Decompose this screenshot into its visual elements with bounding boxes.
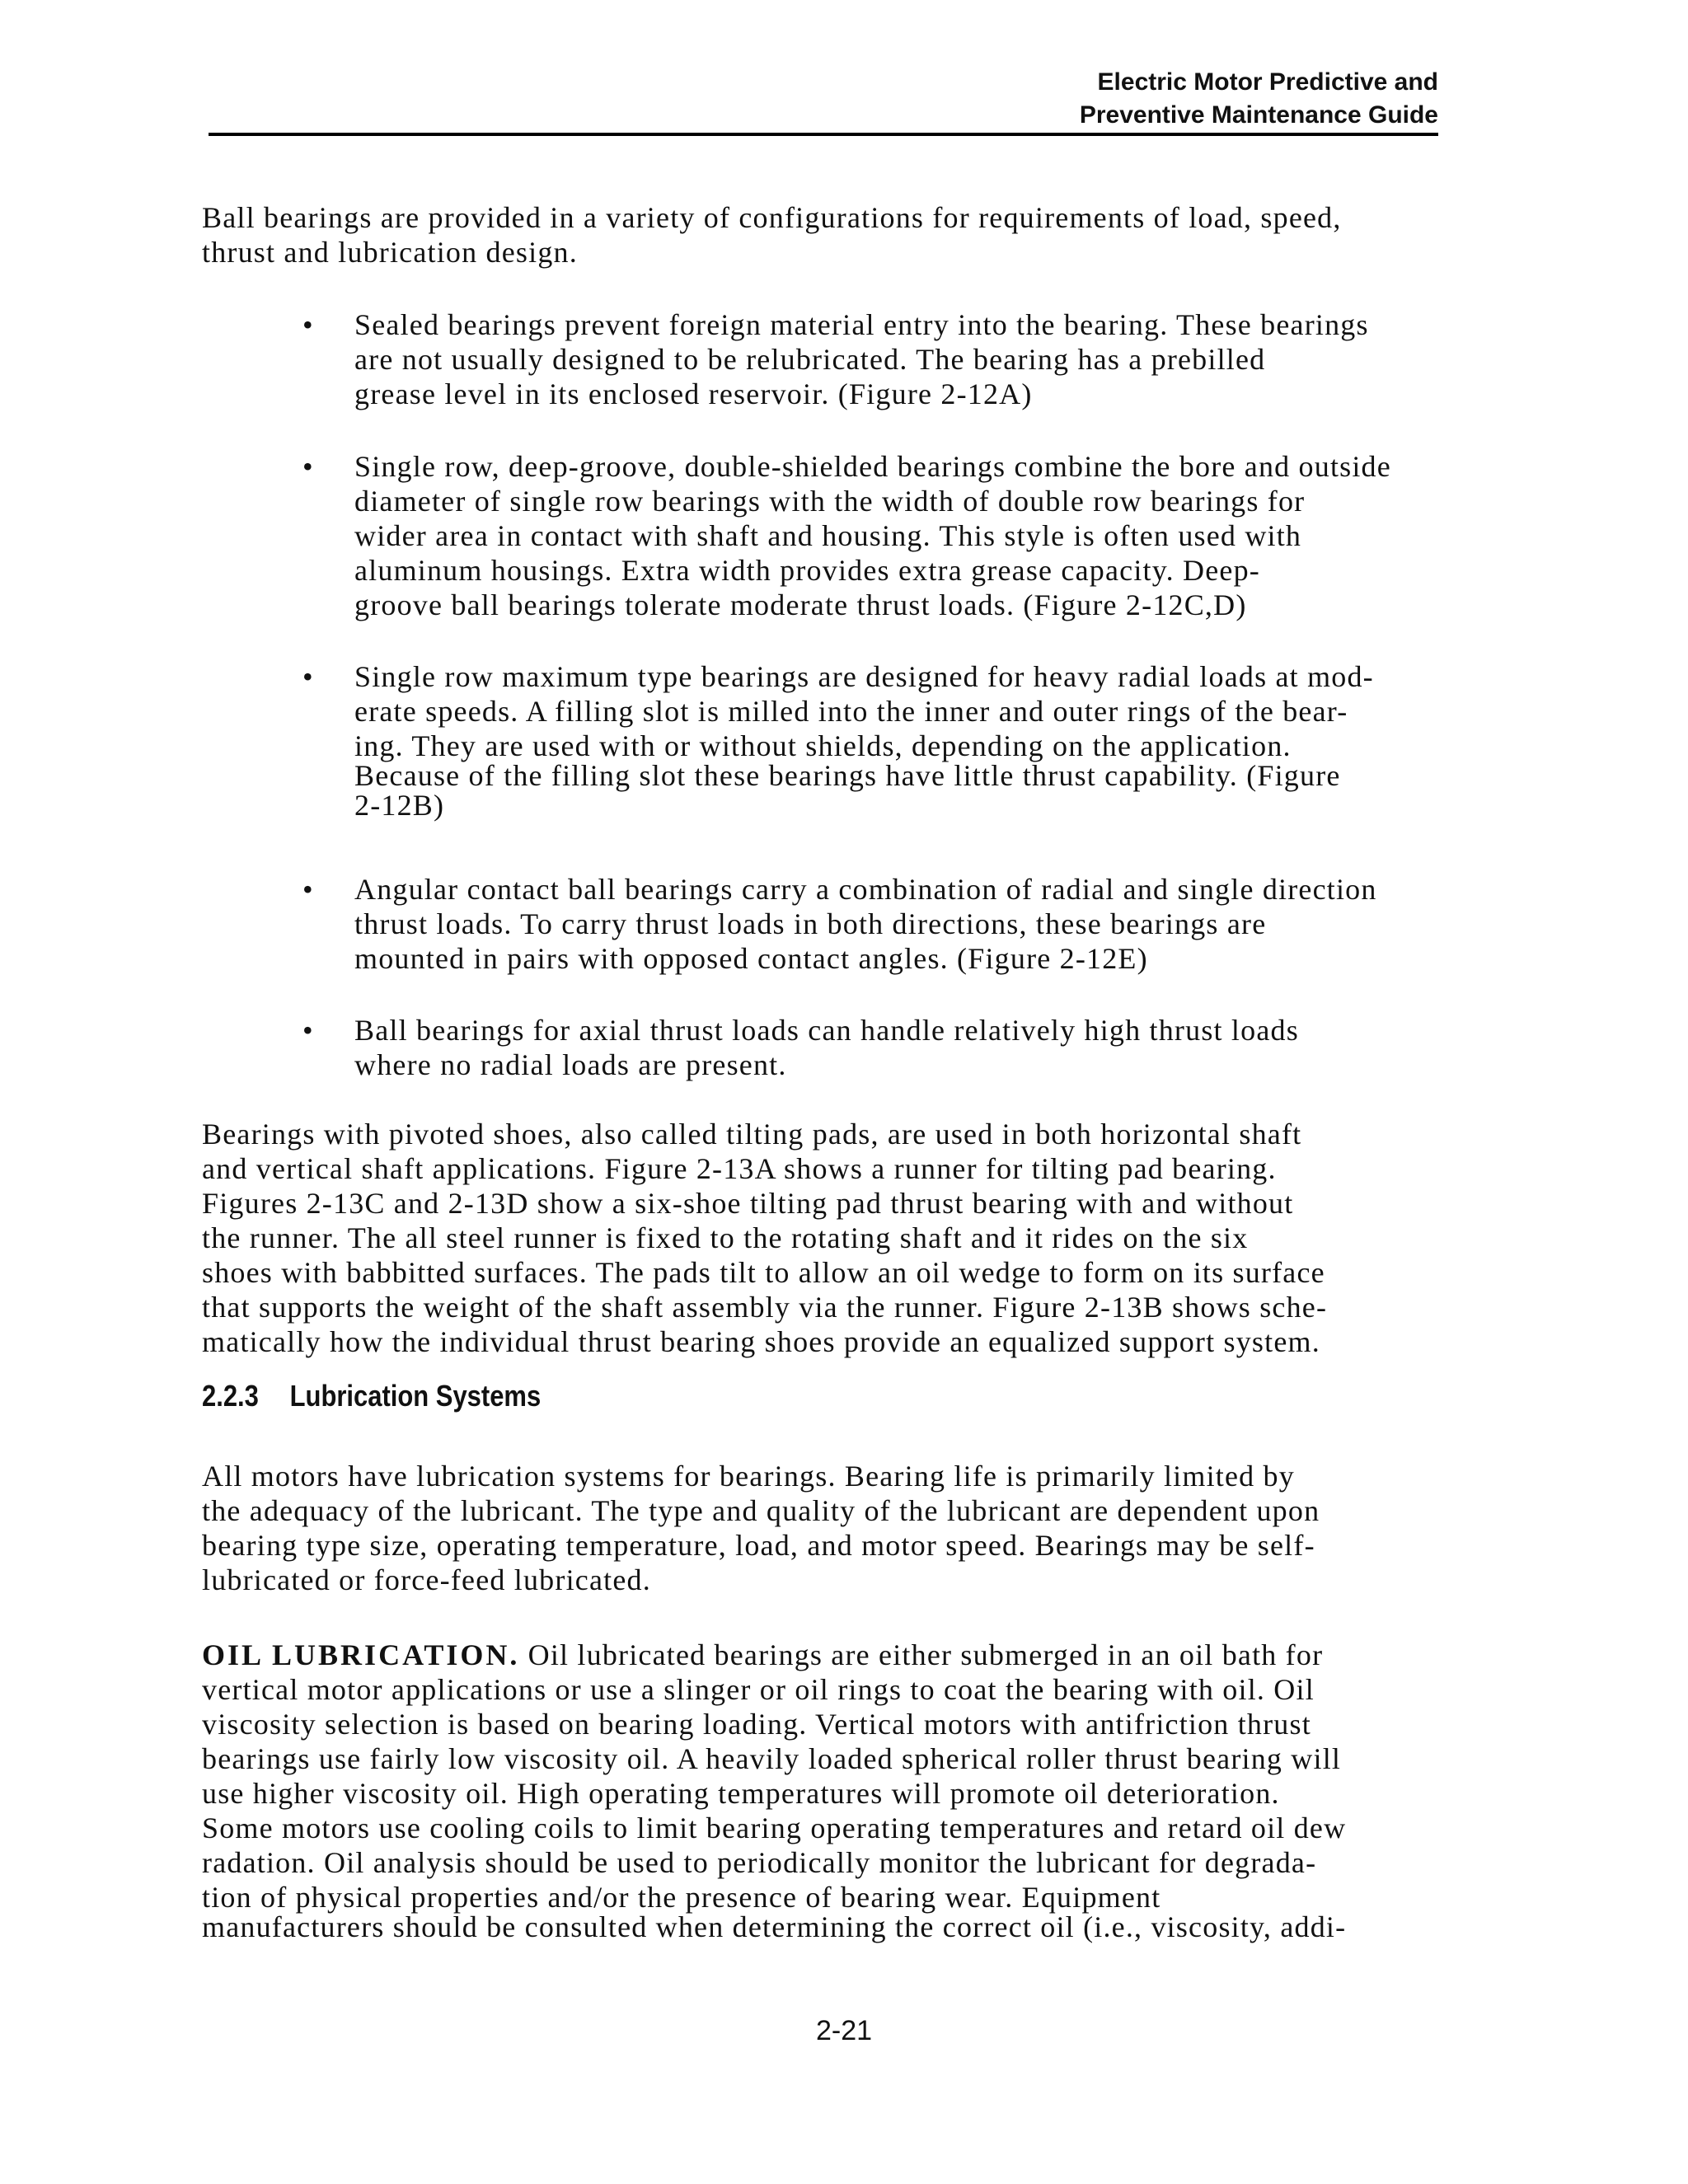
bullet-line: ing. They are used with or without shields, depending on the application. [354, 729, 1292, 762]
bullet-icon: • [302, 660, 313, 693]
bullet-line: grease level in its enclosed reservoir. (Figure 2-12A) [354, 377, 1033, 410]
intro-line: Ball bearings are provided in a variety of configurations for requirements of load, speed, [202, 201, 1342, 234]
paragraph-line: matically how the individual thrust bearing shoes provide an equalized support system. [202, 1325, 1320, 1358]
paragraph-line: bearing type size, operating temperature, load, and motor speed. Bearings may be self- [202, 1529, 1315, 1562]
paragraph-line [202, 1638, 1323, 1672]
oil-lubrication-first-line: Oil lubricated bearings are either submerged in an oil bath for [519, 1638, 1324, 1671]
paragraph-line: radation. Oil analysis should be used to periodically monitor the lubricant for degrada- [202, 1846, 1317, 1879]
bullet-line: mounted in pairs with opposed contact angles. (Figure 2-12E) [354, 942, 1148, 975]
bullet-line: are not usually designed to be relubricated. The bearing has a prebilled [354, 343, 1266, 376]
bullet-line: diameter of single row bearings with the width of double row bearings for [354, 485, 1306, 518]
paragraph-line: Bearings with pivoted shoes, also called tilting pads, are used in both horizontal shaft [202, 1118, 1302, 1151]
bullet-line: 2-12B) [354, 789, 445, 822]
paragraph-line: lubricated or force-feed lubricated. [202, 1563, 651, 1596]
bullet-line: Single row maximum type bearings are designed for heavy radial loads at mod- [354, 660, 1374, 693]
bullet-line: Single row, deep-groove, double-shielded bearings combine the bore and outside [354, 450, 1391, 483]
header-title-line-2: Preventive Maintenance Guide [1079, 101, 1438, 129]
paragraph-line: shoes with babbitted surfaces. The pads tilt to allow an oil wedge to form on its surface [202, 1256, 1325, 1289]
bullet-line: wider area in contact with shaft and housing. This style is often used with [354, 519, 1302, 552]
paragraph-line: the adequacy of the lubricant. The type and quality of the lubricant are dependent upon [202, 1494, 1320, 1527]
paragraph-line: that supports the weight of the shaft assembly via the runner. Figure 2-13B shows sche- [202, 1291, 1328, 1324]
paragraph-line: use higher viscosity oil. High operating temperatures will promote oil deterioration. [202, 1777, 1280, 1810]
bullet-line: where no radial loads are present. [354, 1048, 787, 1081]
bullet-line: Sealed bearings prevent foreign material entry into the bearing. These bearings [354, 308, 1369, 341]
bullet-icon: • [302, 1014, 313, 1047]
section-title: Lubrication Systems [289, 1379, 542, 1413]
section-number: 2.2.3 [202, 1379, 259, 1413]
bullet-line: aluminum housings. Extra width provides extra grease capacity. Deep- [354, 554, 1260, 587]
bullet-line: groove ball bearings tolerate moderate thrust loads. (Figure 2-12C,D) [354, 588, 1247, 621]
paragraph-line: viscosity selection is based on bearing loading. Vertical motors with antifriction thrust [202, 1708, 1311, 1741]
header-title-line-1: Electric Motor Predictive and [1097, 68, 1438, 96]
running-header [1080, 66, 1438, 132]
bullet-line: Ball bearings for axial thrust loads can handle relatively high thrust loads [354, 1014, 1299, 1047]
paragraph-line: the runner. The all steel runner is fixed to the rotating shaft and it rides on the six [202, 1221, 1249, 1254]
paragraph-line: manufacturers should be consulted when determining the correct oil (i.e., viscosity, addi- [202, 1910, 1347, 1943]
bullet-line: Because of the filling slot these bearings have little thrust capability. (Figure [354, 759, 1341, 792]
section-heading [202, 1379, 541, 1413]
bullet-line: thrust loads. To carry thrust loads in both directions, these bearings are [354, 907, 1267, 940]
bullet-icon: • [302, 308, 313, 341]
bullet-icon: • [302, 873, 313, 906]
page-number: 2-21 [815, 2015, 873, 2046]
bullet-line: Angular contact ball bearings carry a combination of radial and single direction [354, 873, 1377, 906]
header-rule [209, 133, 1438, 136]
bullet-icon: • [302, 450, 313, 483]
paragraph-line: and vertical shaft applications. Figure 2-13A shows a runner for tilting pad bearing. [202, 1152, 1277, 1185]
paragraph-line: Figures 2-13C and 2-13D show a six-shoe tilting pad thrust bearing with and without [202, 1187, 1294, 1220]
paragraph-line: tion of physical properties and/or the presence of bearing wear. Equipment [202, 1881, 1161, 1914]
paragraph-line: vertical motor applications or use a slinger or oil rings to coat the bearing with oil. Oil [202, 1673, 1315, 1706]
paragraph-line: bearings use fairly low viscosity oil. A heavily loaded spherical roller thrust bearing will [202, 1742, 1342, 1775]
bullet-line: erate speeds. A filling slot is milled into the inner and outer rings of the bear- [354, 695, 1348, 728]
intro-line: thrust and lubrication design. [202, 236, 578, 269]
oil-lubrication-runin-heading: OIL LUBRICATION. [202, 1638, 520, 1671]
paragraph-line: Some motors use cooling coils to limit bearing operating temperatures and retard oil dew [202, 1811, 1347, 1844]
paragraph-line: All motors have lubrication systems for bearings. Bearing life is primarily limited by [202, 1460, 1295, 1493]
